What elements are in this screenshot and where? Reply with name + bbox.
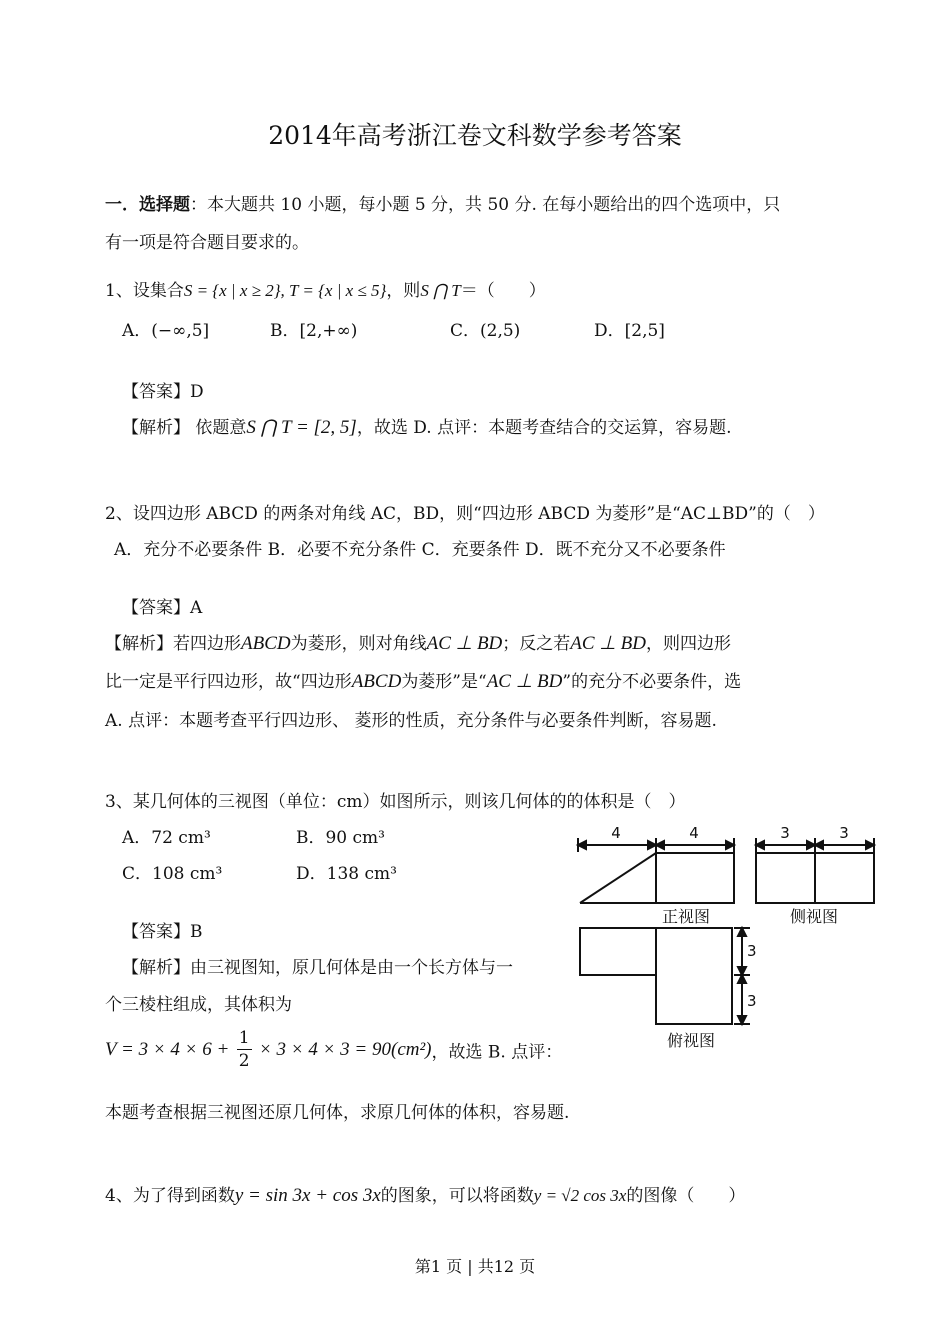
q2-a1-m2: AC ⊥ BD bbox=[426, 633, 503, 654]
q4-stem-math2: y = √2 cos 3x bbox=[533, 1186, 627, 1205]
q3-option-a: A．72 cm³ bbox=[122, 828, 211, 848]
q1-answer: 【答案】D bbox=[122, 382, 204, 402]
page-title: 2014年高考浙江卷文科数学参考答案 bbox=[268, 121, 682, 150]
q3-analysis-line2: 个三棱柱组成，其体积为 bbox=[105, 995, 292, 1015]
front-dim-1: 4 bbox=[611, 824, 621, 842]
top-view-label: 俯视图 bbox=[666, 1031, 716, 1050]
q4-stem-prefix: 4、为了得到函数 bbox=[105, 1186, 235, 1206]
q2-a2-m1: ABCD bbox=[351, 671, 402, 692]
side-dim-1: 3 bbox=[780, 824, 790, 842]
q3-formula-fraction bbox=[237, 1030, 252, 1070]
side-dim-2: 3 bbox=[839, 824, 849, 842]
q3-formula-left: V = 3 × 4 × 6 + bbox=[105, 1039, 230, 1060]
section-heading: 一．选择题 bbox=[105, 195, 190, 215]
side-view bbox=[756, 838, 874, 903]
q1-stem-math: S = {x | x ≥ 2}, T = {x | x ≤ 5} bbox=[183, 281, 387, 300]
front-view bbox=[578, 838, 734, 903]
q3-frac-num: 1 bbox=[238, 1028, 250, 1048]
q1-stem-mid: ，则 bbox=[386, 281, 421, 301]
q2-analysis-line2 bbox=[105, 667, 741, 693]
q4-stem bbox=[105, 1181, 745, 1207]
q2-options: A．充分不必要条件 B．必要不充分条件 C．充要条件 D．既不充分又不必要条件 bbox=[114, 540, 726, 560]
q3-formula-suffix: ，故选 B. 点评： bbox=[431, 1042, 563, 1063]
page-footer: 第1 页 | 共12 页 bbox=[414, 1257, 536, 1276]
q3-formula bbox=[105, 1030, 562, 1070]
q1-analysis-prefix: 【解析】 依题意 bbox=[122, 418, 247, 438]
q2-stem: 2、设四边形 ABCD 的两条对角线 AC，BD，则“四边形 ABCD 为菱形”是“AC⊥BD”的（ ） bbox=[105, 504, 825, 524]
q1-option-c: C．(2,5) bbox=[450, 321, 521, 341]
q2-a2-pre: 比一定是平行四边形，故“四边形 bbox=[105, 672, 352, 692]
q2-a2-m2: AC ⊥ BD bbox=[486, 671, 563, 692]
q1-stem bbox=[105, 276, 546, 301]
q2-a2-mid: 为菱形”是“ bbox=[401, 672, 487, 692]
q3-analysis-line1: 【解析】由三视图知，原几何体是由一个长方体与一 bbox=[122, 958, 513, 978]
q2-answer: 【答案】A bbox=[122, 598, 203, 618]
q3-formula-right: × 3 × 4 × 3 = 90(cm²) bbox=[258, 1039, 432, 1060]
q3-stem: 3、某几何体的三视图（单位：cm）如图所示，则该几何体的的体积是（ ） bbox=[105, 792, 686, 812]
top-dim-1: 3 bbox=[747, 942, 757, 960]
q2-a2-end: ”的充分不必要条件，选 bbox=[562, 672, 742, 692]
q3-frac-den: 2 bbox=[238, 1051, 250, 1071]
front-view-label: 正视图 bbox=[661, 907, 711, 926]
q1-analysis-math: S ⋂ T = [2, 5] bbox=[246, 417, 357, 438]
three-view-diagram bbox=[570, 820, 890, 1060]
q3-option-d: D．138 cm³ bbox=[296, 864, 397, 884]
q2-a1-m1: ABCD bbox=[241, 633, 291, 654]
q1-analysis bbox=[122, 413, 731, 439]
q2-a1-m3: AC ⊥ BD bbox=[570, 633, 646, 654]
q2-analysis-line3: A. 点评：本题考查平行四边形、 菱形的性质，充分条件与必要条件判断，容易题. bbox=[105, 711, 717, 731]
q2-a1-pre: 【解析】若四边形 bbox=[105, 634, 241, 654]
q4-stem-math1: y = sin 3x + cos 3x bbox=[234, 1185, 381, 1206]
q1-option-d: D．[2,5] bbox=[594, 321, 665, 341]
q1-stem-suffix: ＝（ ） bbox=[460, 281, 546, 301]
side-view-label: 侧视图 bbox=[789, 907, 839, 926]
front-dim-2: 4 bbox=[689, 824, 699, 842]
section-intro bbox=[105, 190, 780, 215]
q1-stem-math2: S ⋂ T bbox=[420, 281, 461, 300]
top-dim-2: 3 bbox=[747, 992, 757, 1010]
q3-answer: 【答案】B bbox=[122, 922, 203, 942]
q2-a1-end: ，则四边形 bbox=[645, 634, 731, 654]
q1-stem-prefix: 1、设集合 bbox=[105, 281, 184, 301]
q2-analysis-line1 bbox=[105, 629, 731, 655]
q3-analysis-line3: 本题考查根据三视图还原几何体，求原几何体的体积，容易题. bbox=[105, 1103, 570, 1123]
q1-option-b: B．[2,+∞) bbox=[270, 321, 358, 341]
q2-a1-mid2: ；反之若 bbox=[502, 634, 571, 654]
top-view bbox=[580, 928, 750, 1024]
q3-option-c: C．108 cm³ bbox=[122, 864, 223, 884]
q2-a1-mid1: 为菱形，则对角线 bbox=[290, 634, 427, 654]
q1-analysis-suffix: ，故选 D. 点评：本题考查结合的交运算，容易题. bbox=[356, 418, 732, 438]
section-intro-line2: 有一项是符合题目要求的。 bbox=[105, 233, 309, 253]
section-intro-text: ：本大题共 10 小题，每小题 5 分，共 50 分. 在每小题给出的四个选项中，只 bbox=[190, 195, 781, 215]
q4-stem-suffix: 的图像（ ） bbox=[626, 1186, 746, 1206]
q1-option-a: A．(−∞,5] bbox=[122, 321, 210, 341]
q3-option-b: B．90 cm³ bbox=[296, 828, 385, 848]
q4-stem-mid: 的图象，可以将函数 bbox=[380, 1186, 534, 1206]
